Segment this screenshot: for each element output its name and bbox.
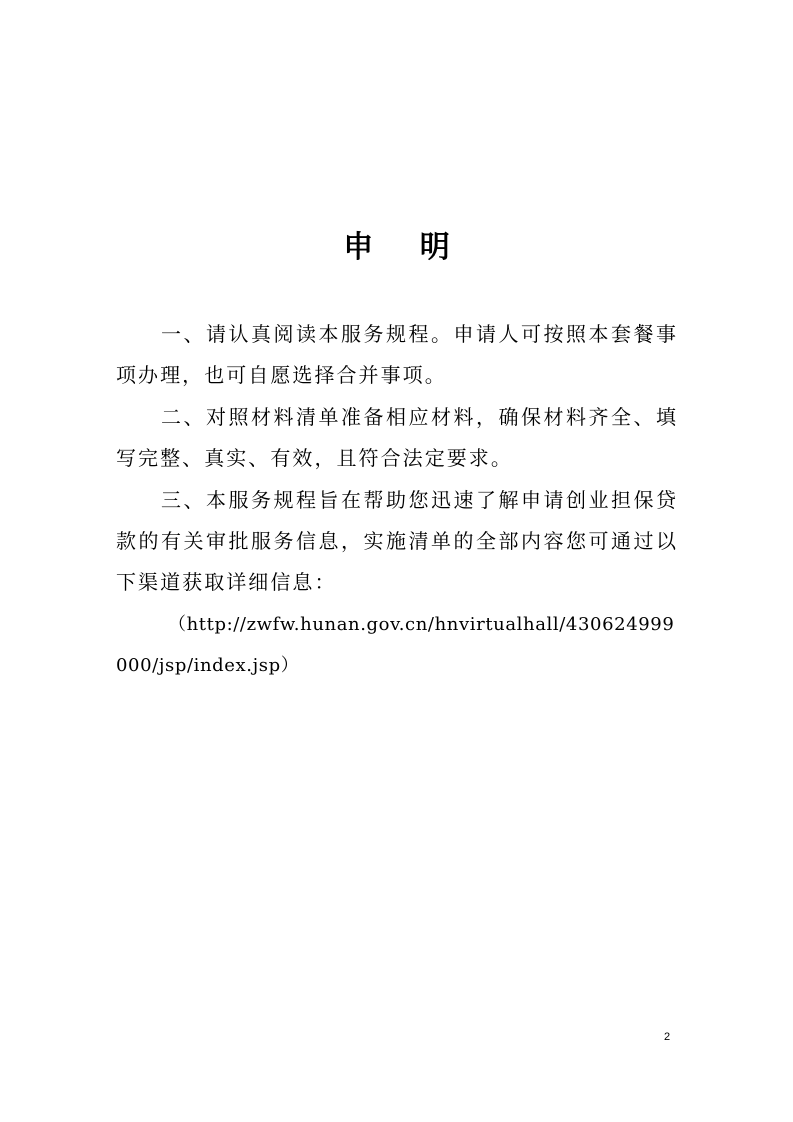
paragraph-1: 一、请认真阅读本服务规程。申请人可按照本套餐事项办理，也可自愿选择合并事项。: [116, 322, 678, 388]
page-number: 2: [664, 1031, 671, 1043]
paragraph-2: 二、对照材料清单准备相应材料，确保材料齐全、填写完整、真实、有效，且符合法定要求。: [116, 404, 678, 471]
paragraph-3: 三、本服务规程旨在帮助您迅速了解申请创业担保贷款的有关审批服务信息，实施清单的全部内容您可通过以下渠道获取详细信息：: [116, 487, 678, 595]
url-reference: （http://zwfw.hunan.gov.cn/hnvirtualhall/430624999000/jsp/index.jsp）: [116, 613, 675, 677]
document-body: [116, 314, 678, 687]
document-title: 申 明: [343, 230, 468, 265]
